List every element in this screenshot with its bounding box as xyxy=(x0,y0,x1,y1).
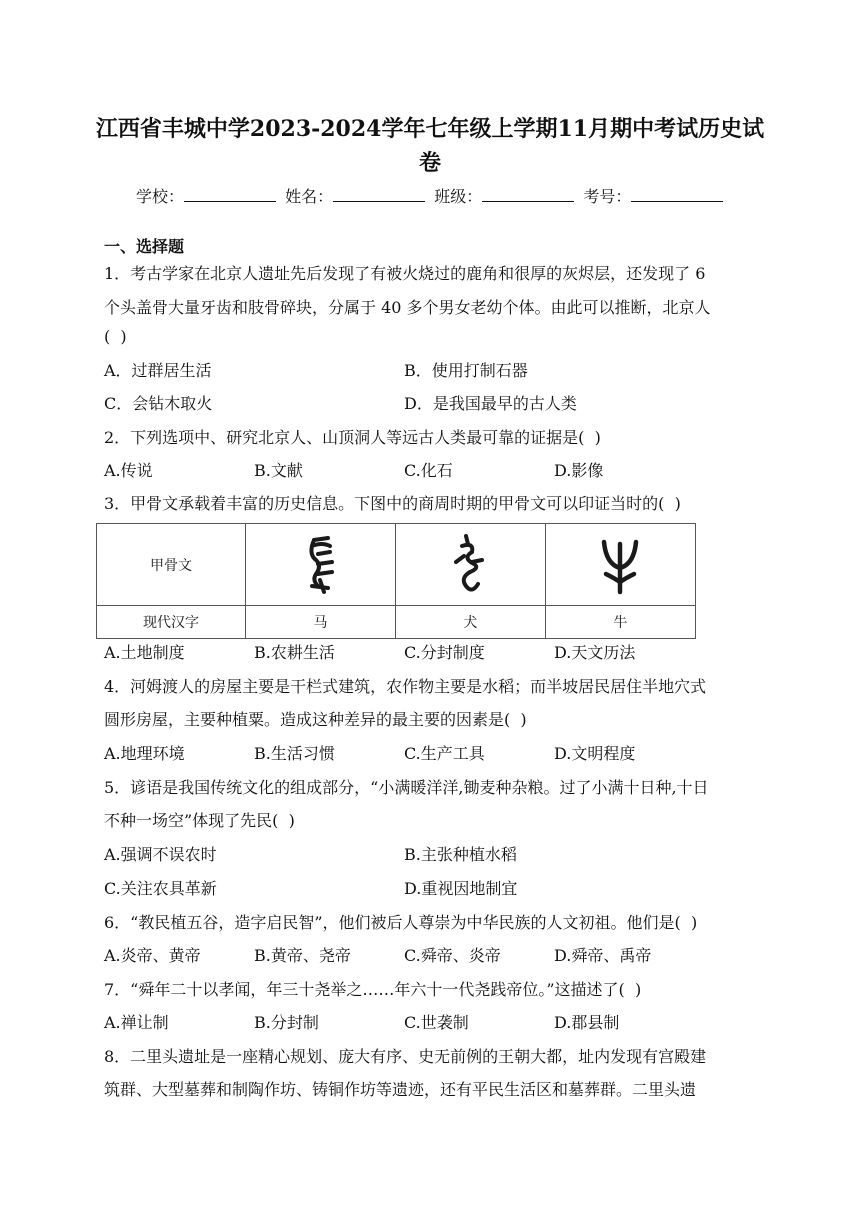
question-text: 7．“舜年二十以孝闻，年三十尧举之……年六十一代尧践帝位。”这描述了( ) xyxy=(104,980,642,999)
oracle-glyph-horse xyxy=(246,524,396,606)
field-name-blank[interactable] xyxy=(333,187,425,202)
option-c[interactable]: C.舜帝、炎帝 xyxy=(404,946,501,965)
option-b[interactable]: B.文献 xyxy=(254,461,303,480)
option-d[interactable]: D.文明程度 xyxy=(554,744,636,763)
question-text: 6．“教民植五谷，造字启民智”，他们被后人尊崇为中华民族的人文初祖。他们是( ) xyxy=(104,913,698,932)
option-d[interactable]: D．是我国最早的古人类 xyxy=(404,394,577,413)
option-c[interactable]: C.世袭制 xyxy=(404,1013,469,1032)
option-b[interactable]: B.分封制 xyxy=(254,1013,319,1032)
table-row-label: 现代汉字 xyxy=(97,606,246,639)
option-b[interactable]: B.农耕生活 xyxy=(254,643,335,662)
option-b[interactable]: B.生活习惯 xyxy=(254,744,335,763)
option-a[interactable]: A.禅让制 xyxy=(104,1013,169,1032)
option-b[interactable]: B.主张种植水稻 xyxy=(404,845,517,864)
student-info-fields xyxy=(136,184,727,207)
exam-title-line1: 江西省丰城中学2023-2024学年七年级上学期11月期中考试历史试 xyxy=(95,116,765,142)
option-d[interactable]: D.天文历法 xyxy=(554,643,636,662)
option-a[interactable]: A.地理环境 xyxy=(104,744,185,763)
question-text: 5．谚语是我国传统文化的组成部分，“小满暖洋洋,锄麦种杂粮。过了小满十日种,十日 xyxy=(104,778,709,797)
option-b[interactable]: B．使用打制石器 xyxy=(404,361,528,380)
option-d[interactable]: D.重视因地制宜 xyxy=(404,879,518,898)
option-d[interactable]: D.影像 xyxy=(554,461,604,480)
field-school-blank[interactable] xyxy=(184,187,276,202)
modern-character: 牛 xyxy=(545,606,695,639)
oracle-bone-table xyxy=(96,523,696,639)
question-text: 筑群、大型墓葬和制陶作坊、铸铜作坊等遗迹，还有平民生活区和墓葬群。二里头遗 xyxy=(104,1080,697,1099)
field-number-label: 考号： xyxy=(583,187,632,206)
question-text: 8．二里头遗址是一座精心规划、庞大有序、史无前例的王朝大都，址内发现有宫殿建 xyxy=(104,1047,707,1066)
table-row-label: 甲骨文 xyxy=(97,524,246,606)
option-d[interactable]: D.舜帝、禹帝 xyxy=(554,946,652,965)
question-text: 不种一场空”体现了先民( ) xyxy=(104,811,295,830)
question-text: 2．下列选项中、研究北京人、山顶洞人等远古人类最可靠的证据是( ) xyxy=(104,428,601,447)
option-b[interactable]: B.黄帝、尧帝 xyxy=(254,946,351,965)
oracle-glyph-dog xyxy=(395,524,545,606)
question-text: ( ) xyxy=(104,327,127,346)
option-a[interactable]: A.炎帝、黄帝 xyxy=(104,946,201,965)
option-c[interactable]: C.关注农具革新 xyxy=(104,879,217,898)
oracle-glyph-ox xyxy=(545,524,695,606)
modern-character: 犬 xyxy=(395,606,545,639)
option-d[interactable]: D.郡县制 xyxy=(554,1013,620,1032)
field-class-label: 班级： xyxy=(434,187,483,206)
field-number-blank[interactable] xyxy=(631,187,723,202)
option-c[interactable]: C.生产工具 xyxy=(404,744,485,763)
option-c[interactable]: C.分封制度 xyxy=(404,643,485,662)
option-a[interactable]: A.土地制度 xyxy=(104,643,185,662)
question-text: 1．考古学家在北京人遗址先后发现了有被火烧过的鹿角和很厚的灰烬层，还发现了 6 xyxy=(104,264,706,283)
field-school-label: 学校： xyxy=(136,187,185,206)
option-a[interactable]: A.强调不误农时 xyxy=(104,845,217,864)
question-text: 个头盖骨大量牙齿和肢骨碎块，分属于 40 多个男女老幼个体。由此可以推断，北京人 xyxy=(104,298,711,317)
field-class-blank[interactable] xyxy=(482,187,574,202)
option-c[interactable]: C.化石 xyxy=(404,461,453,480)
option-a[interactable]: A．过群居生活 xyxy=(104,361,212,380)
modern-character: 马 xyxy=(246,606,396,639)
exam-title-line2: 卷 xyxy=(418,150,441,176)
question-text: 3．甲骨文承载着丰富的历史信息。下图中的商周时期的甲骨文可以印证当时的( ) xyxy=(104,494,681,513)
option-c[interactable]: C．会钻木取火 xyxy=(104,394,213,413)
question-text: 圆形房屋，主要种植粟。造成这种差异的最主要的因素是( ) xyxy=(104,710,527,729)
option-a[interactable]: A.传说 xyxy=(104,461,153,480)
field-name-label: 姓名： xyxy=(285,187,334,206)
question-text: 4．河姆渡人的房屋主要是干栏式建筑，农作物主要是水稻；而半坡居民居住半地穴式 xyxy=(104,677,707,696)
section-title: 一、选择题 xyxy=(104,237,185,256)
